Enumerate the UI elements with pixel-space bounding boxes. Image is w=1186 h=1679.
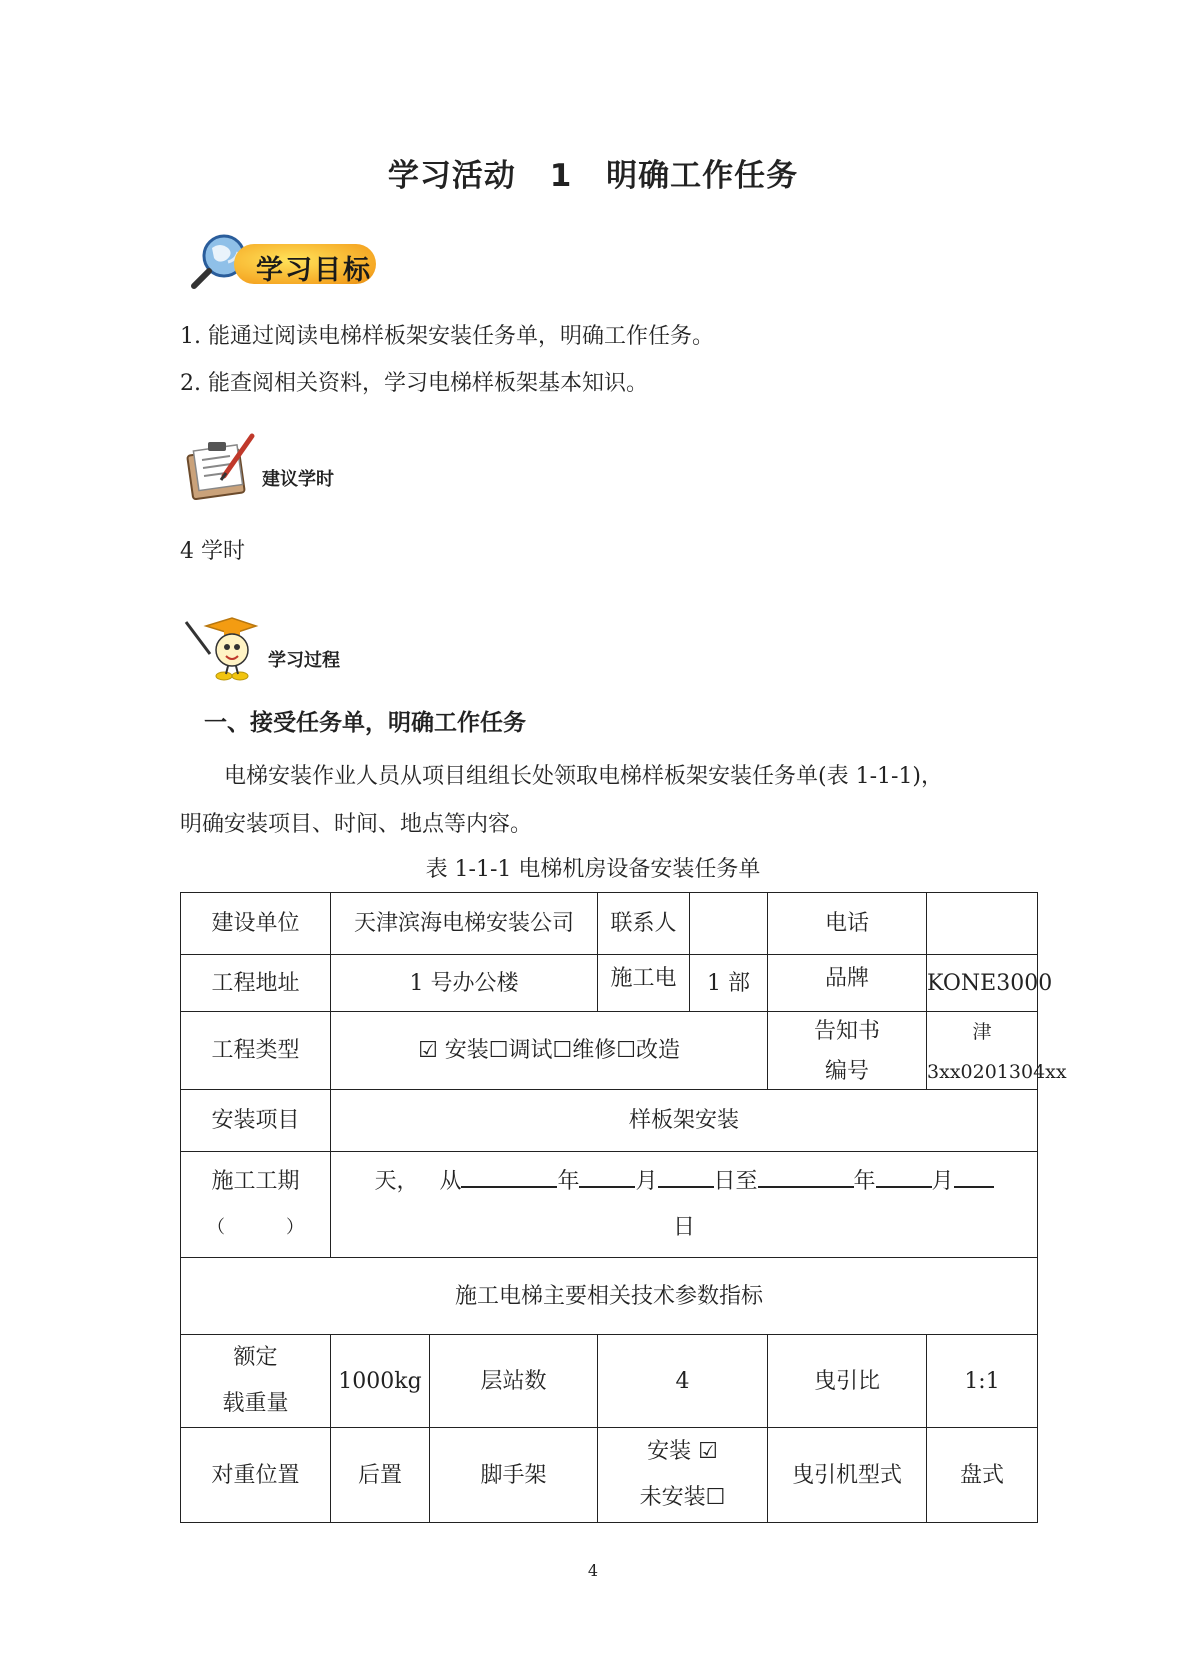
type-label: 工程类型 (181, 1012, 331, 1090)
year-blank[interactable] (461, 1164, 557, 1188)
page-title: 学习活动 1 明确工作任务 (387, 158, 799, 194)
ratio-label: 曳引比 (768, 1335, 927, 1428)
table-row (181, 955, 1038, 1012)
learning-process-badge (184, 612, 374, 684)
clipboard-pencil-icon (186, 432, 258, 500)
hours-value: 4 学时 (180, 539, 245, 564)
notice-label (768, 1012, 927, 1090)
scaffold-not-installed-checkbox[interactable]: 未安装☐ (639, 1485, 726, 1510)
goal-item-1: 1. 能通过阅读电梯样板架安装任务单，明确工作任务。 (180, 324, 714, 349)
item-label: 安装项目 (181, 1090, 331, 1152)
period-label: 施工工期 (211, 1168, 300, 1194)
table-row (181, 893, 1038, 955)
build-unit-label: 建设单位 (181, 893, 331, 955)
type-value: ☑ 安装☐调试☐维修☐改造 (331, 1012, 768, 1090)
scaffold-value-cell (598, 1428, 768, 1523)
load-value: 1000kg (331, 1335, 430, 1428)
hours-badge-label: 建议学时 (262, 469, 334, 490)
table-row (181, 1012, 1038, 1090)
period-date-line: 天， 从 年 月 日至 年 月 (331, 1159, 1037, 1205)
year-blank-2[interactable] (758, 1164, 854, 1188)
notice-value (927, 1012, 1067, 1090)
contact-label: 联系人 (598, 893, 690, 955)
period-paren: （ ） (207, 1216, 304, 1238)
machine-label: 曳引机型式 (768, 1428, 927, 1523)
period-end-line: 日 (673, 1214, 696, 1240)
brand-value: KONE3000 (927, 955, 1038, 1012)
build-unit-value: 天津滨海电梯安装公司 (331, 893, 598, 955)
day-blank-2[interactable] (954, 1164, 994, 1188)
cw-value: 后置 (331, 1428, 430, 1523)
suggested-hours-badge (186, 432, 366, 502)
task-table (180, 892, 1067, 1523)
page-number: 4 (587, 1561, 599, 1580)
process-badge-label: 学习过程 (268, 650, 340, 671)
table-row (181, 1428, 1038, 1523)
intro-paragraph-line-1: 电梯安装作业人员从项目组组长处领取电梯样板架安装任务单(表 1-1-1)， (224, 764, 944, 789)
phone-label: 电话 (768, 893, 927, 955)
item-value: 样板架安装 (331, 1090, 1038, 1152)
cw-label: 对重位置 (181, 1428, 331, 1523)
machine-value: 盘式 (927, 1428, 1038, 1523)
section-heading-1: 一、接受任务单，明确工作任务 (204, 710, 526, 736)
params-header: 施工电梯主要相关技术参数指标 (181, 1258, 1038, 1335)
scaffold-installed-checkbox[interactable]: 安装 ☑ (647, 1439, 718, 1464)
address-value: 1 号办公楼 (331, 955, 598, 1012)
load-label-line-2: 载重量 (222, 1391, 289, 1416)
notice-label-line-1: 告知书 (814, 1019, 881, 1044)
elevator-label: 施工电 (598, 955, 690, 1012)
floors-value: 4 (598, 1335, 768, 1428)
table-row (181, 1335, 1038, 1428)
month-blank-2[interactable] (876, 1164, 932, 1188)
table-caption: 表 1-1-1 电梯机房设备安装任务单 (425, 857, 761, 882)
period-label-cell (181, 1152, 331, 1258)
brand-label: 品牌 (768, 955, 927, 1012)
table-row (181, 1258, 1038, 1335)
day-blank[interactable] (658, 1164, 714, 1188)
goal-item-2: 2. 能查阅相关资料，学习电梯样板架基本知识。 (180, 371, 648, 396)
graduate-cartoon-icon (184, 612, 264, 684)
month-blank[interactable] (579, 1164, 635, 1188)
notice-value-line-1: 津 (972, 1021, 992, 1043)
elevator-count: 1 部 (690, 955, 768, 1012)
load-label-cell (181, 1335, 331, 1428)
contact-value (690, 893, 768, 955)
table-row (181, 1090, 1038, 1152)
floors-label: 层站数 (430, 1335, 598, 1428)
ratio-value: 1:1 (927, 1335, 1038, 1428)
phone-value (927, 893, 1038, 955)
period-value-cell (331, 1152, 1038, 1258)
learning-goals-badge (190, 232, 390, 294)
scaffold-label: 脚手架 (430, 1428, 598, 1523)
intro-paragraph-line-2: 明确安装项目、时间、地点等内容。 (180, 812, 533, 837)
table-row (181, 1152, 1038, 1258)
notice-label-line-2: 编号 (825, 1059, 870, 1084)
load-label-line-1: 额定 (233, 1345, 278, 1370)
goals-badge-label: 学习目标 (256, 255, 372, 286)
address-label: 工程地址 (181, 955, 331, 1012)
notice-value-line-2: 3xx0201304xx (927, 1061, 1067, 1083)
